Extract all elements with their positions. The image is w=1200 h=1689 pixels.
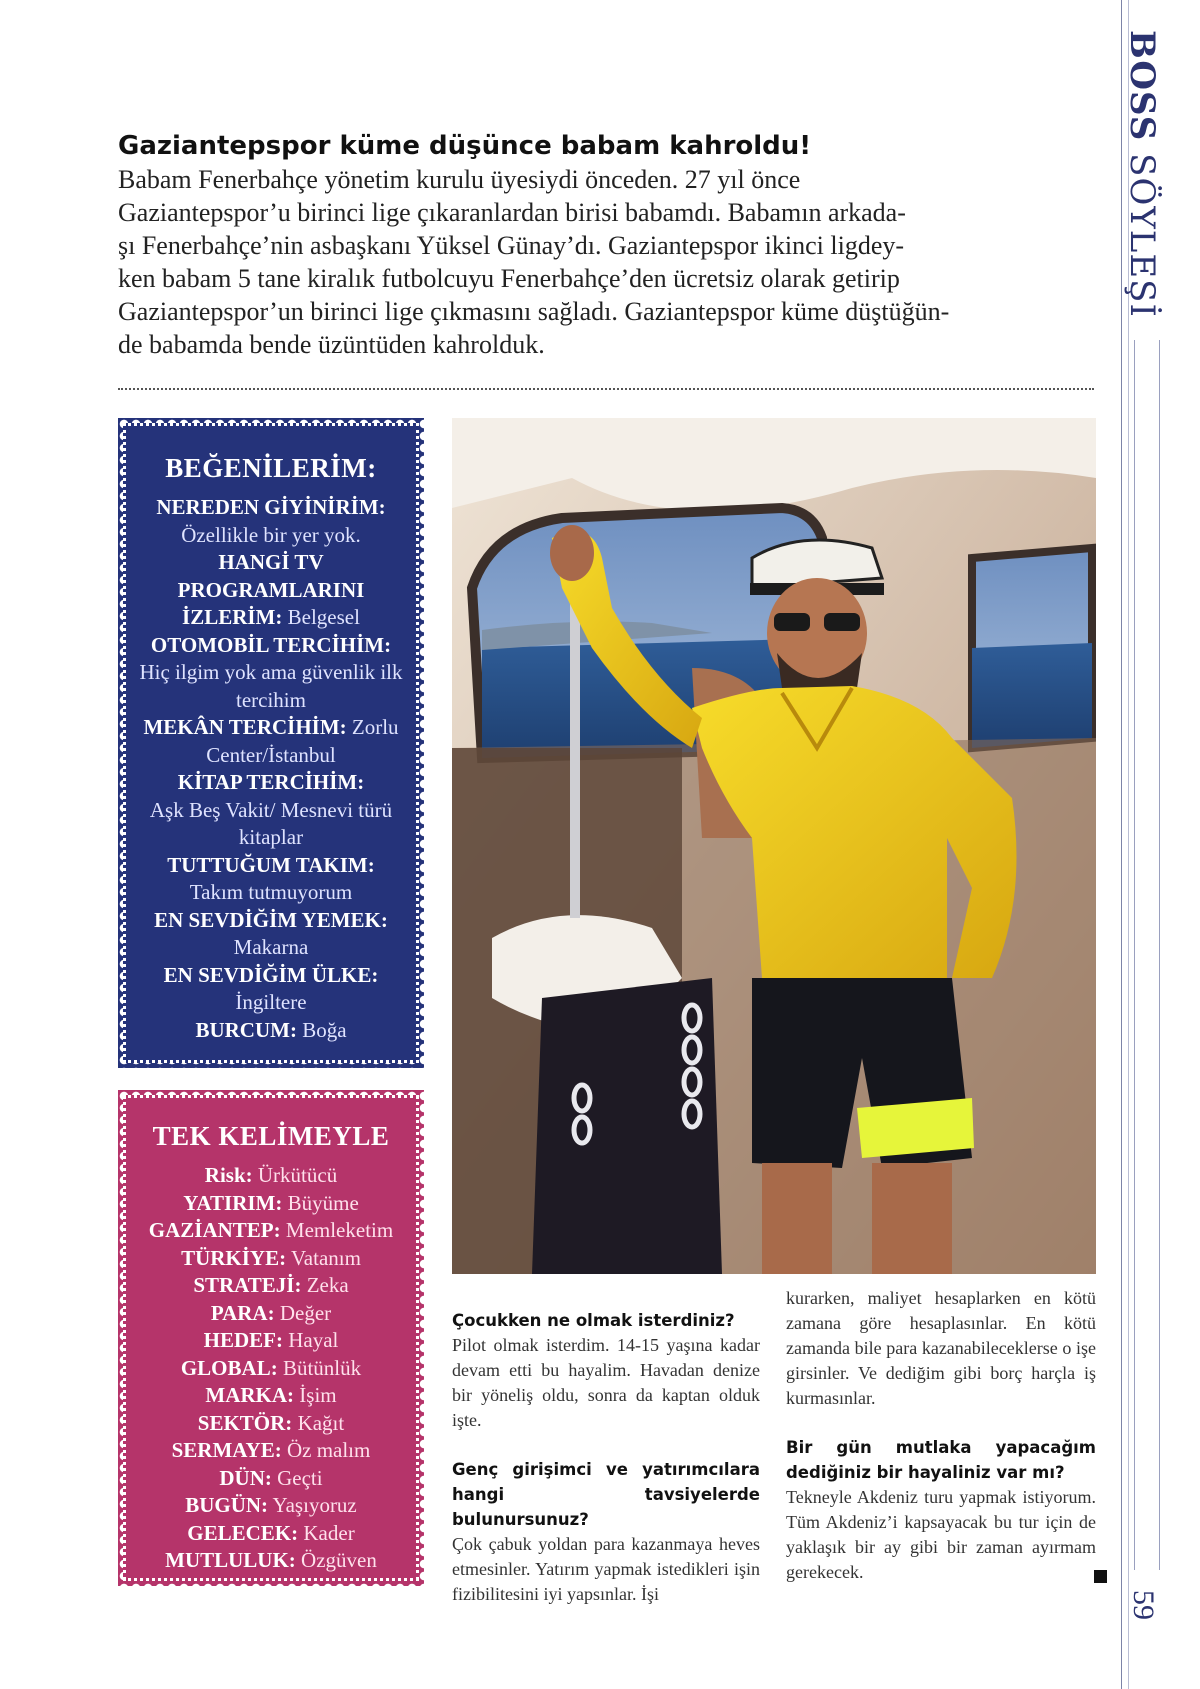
likes-list <box>126 494 416 1044</box>
one-word-item-label: YATIRIM: <box>183 1190 283 1215</box>
intro-line: Babam Fenerbahçe yönetim kurulu üyesiydi önceden. 27 yıl önce <box>118 165 801 194</box>
one-word-item <box>134 1520 408 1548</box>
likes-item <box>134 852 408 907</box>
one-word-item-value: Bütünlük <box>282 1355 362 1380</box>
one-word-box-inner <box>123 1095 419 1581</box>
intro-paragraph <box>118 163 1098 361</box>
one-word-item <box>134 1547 408 1575</box>
one-word-item-label: GELECEK: <box>187 1520 299 1545</box>
one-word-item <box>134 1382 408 1410</box>
likes-item-value: Boğa <box>302 1017 347 1042</box>
likes-item <box>134 769 408 852</box>
one-word-item-label: SERMAYE: <box>171 1438 282 1462</box>
one-word-item-value: Özgüven <box>301 1548 377 1572</box>
intro-section <box>118 130 1098 361</box>
photo-illustration <box>452 418 1096 1274</box>
intro-heading: Gaziantepspor küme düşünce babam kahroldu! <box>118 131 812 161</box>
one-word-item-value: Büyüme <box>287 1190 359 1215</box>
likes-item-label: HANGİ TV PROGRAMLARINI İZLERİM: <box>177 550 365 629</box>
likes-item <box>134 494 408 549</box>
side-band-rule <box>1134 340 1160 1570</box>
dotted-divider <box>118 388 1094 390</box>
one-word-item-value: Öz malım <box>286 1438 371 1462</box>
one-word-item-value: Memleketim <box>285 1218 394 1242</box>
likes-title: BEĞENİLERİM: <box>165 453 377 483</box>
intro-line: şı Fenerbahçe’nin asbaşkanı Yüksel Günay’dı. Gaziantepspor ikinci ligdey- <box>118 231 905 260</box>
likes-item <box>134 632 408 715</box>
likes-item <box>134 549 408 632</box>
likes-item-label: EN SEVDİĞİM ÜLKE: <box>163 962 379 987</box>
likes-item <box>134 907 408 962</box>
answer: Pilot olmak isterdim. 14-15 yaşına kadar devam etti bu hayalim. Havadan denize bir yöneliş oldu, sonra da kaptan olduk işte. <box>452 1335 760 1430</box>
interview-column-2 <box>786 1286 1096 1585</box>
one-word-item <box>134 1410 408 1438</box>
one-word-item-value: Ürkütücü <box>257 1163 338 1187</box>
one-word-item <box>134 1492 408 1520</box>
one-word-item <box>134 1162 408 1190</box>
likes-item-value: Belgesel <box>287 605 360 629</box>
one-word-item <box>134 1355 408 1383</box>
likes-box <box>118 418 424 1068</box>
one-word-item-label: PARA: <box>210 1300 275 1325</box>
one-word-item <box>134 1465 408 1493</box>
one-word-box <box>118 1090 424 1586</box>
one-word-item-value: Yaşıyoruz <box>272 1493 357 1517</box>
brand-name: BOSS <box>1122 30 1162 142</box>
one-word-item <box>134 1327 408 1355</box>
question: Bir gün mutlaka yapacağım dediğiniz bir hayaliniz var mı? <box>786 1438 1096 1482</box>
interview-column-1 <box>452 1308 760 1607</box>
intro-line: de babamda bende üzüntüden kahrolduk. <box>118 330 545 359</box>
portrait-photo <box>452 418 1096 1274</box>
one-word-title: TEK KELİMEYLE <box>152 1121 390 1151</box>
likes-item-value: Makarna <box>233 935 309 959</box>
one-word-item-label: HEDEF: <box>203 1328 283 1352</box>
question: Genç girişimci ve yatırımcılara hangi tavsiyelerde bulunursunuz? <box>452 1460 760 1529</box>
page-number <box>1128 1590 1164 1650</box>
one-word-item <box>134 1300 408 1328</box>
section-name: SÖYLEŞİ <box>1122 153 1162 318</box>
likes-item-value: Hiç ilgim yok ama güvenlik ilk tercihim <box>139 660 403 712</box>
one-word-item <box>134 1245 408 1273</box>
likes-item-label: MEKÂN TERCİHİM: <box>143 715 347 739</box>
one-word-item-label: Risk: <box>204 1163 253 1187</box>
likes-item-value: İngiltere <box>235 990 307 1014</box>
one-word-item-value: Kağıt <box>297 1410 345 1435</box>
end-of-article-mark <box>1094 1570 1107 1583</box>
section-title <box>1122 30 1164 330</box>
one-word-item-value: Değer <box>279 1300 332 1325</box>
likes-item <box>134 962 408 1017</box>
likes-item-label: BURCUM: <box>195 1017 297 1042</box>
one-word-item-label: BUGÜN: <box>185 1493 269 1517</box>
likes-item <box>134 714 408 769</box>
one-word-item <box>134 1190 408 1218</box>
likes-box-inner <box>123 423 419 1063</box>
answer: Çok çabuk yoldan para kazanmaya heves etmesinler. Yatırım yapmak istedikleri işin fizibilitesini iyi yapsınlar. İşi <box>452 1534 760 1604</box>
likes-item-value: Aşk Beş Vakit/ Mesnevi türü kitaplar <box>149 797 393 849</box>
likes-item <box>134 1017 408 1045</box>
one-word-item <box>134 1272 408 1300</box>
likes-item-value: Zorlu Center/İstanbul <box>206 715 399 767</box>
one-word-item-label: TÜRKİYE: <box>181 1245 287 1270</box>
one-word-item-value: Hayal <box>288 1328 339 1352</box>
answer-continued: kurarken, maliyet hesaplarken en kötü zamana göre hesaplasınlar. En kötü zamanda bile para kazanabileceklerse o işe girsinler. Ve dediğim gibi borç harçla iş kurmasınlar. <box>786 1288 1096 1408</box>
likes-item-label: TUTTUĞUM TAKIM: <box>167 852 375 877</box>
one-word-item-label: STRATEJİ: <box>193 1273 302 1297</box>
one-word-item-label: MUTLULUK: <box>165 1548 296 1572</box>
intro-line: Gaziantepspor’u birinci lige çıkaranlardan birisi babamdı. Babamın arkada- <box>118 198 906 227</box>
intro-line: Gaziantepspor’un birinci lige çıkmasını sağladı. Gaziantepspor küme düştüğün- <box>118 297 950 326</box>
one-word-item-label: GAZİANTEP: <box>148 1218 281 1242</box>
one-word-item-value: İşim <box>299 1383 337 1407</box>
likes-item-value: Takım tutmuyorum <box>189 880 353 904</box>
likes-item-label: OTOMOBİL TERCİHİM: <box>150 632 392 657</box>
one-word-list <box>126 1162 416 1575</box>
one-word-item-value: Vatanım <box>290 1245 361 1270</box>
one-word-item-value: Geçti <box>277 1465 323 1490</box>
likes-item-label: EN SEVDİĞİM YEMEK: <box>154 907 388 932</box>
one-word-item <box>134 1217 408 1245</box>
one-word-item-value: Zeka <box>306 1273 349 1297</box>
one-word-item-value: Kader <box>303 1520 355 1545</box>
one-word-item-label: MARKA: <box>205 1383 295 1407</box>
one-word-item-label: SEKTÖR: <box>197 1410 293 1435</box>
one-word-item-label: GLOBAL: <box>180 1355 278 1380</box>
likes-item-label: KİTAP TERCİHİM: <box>177 770 365 794</box>
one-word-item-label: DÜN: <box>219 1465 272 1490</box>
likes-item-value: Özellikle bir yer yok. <box>181 522 361 547</box>
intro-line: ken babam 5 tane kiralık futbolcuyu Fenerbahçe’den ücretsiz olarak getirip <box>118 264 900 293</box>
one-word-item <box>134 1437 408 1465</box>
answer: Tekneyle Akdeniz turu yapmak istiyorum. Tüm Akdeniz’i kapsayacak bu tur için de yaklaşık bir ay gibi bir zaman ayırmam gerekecek. <box>786 1487 1096 1582</box>
page-number-text: 59 <box>1127 1590 1160 1620</box>
question: Çocukken ne olmak isterdiniz? <box>452 1311 735 1330</box>
likes-item-label: NEREDEN GİYİNİRİM: <box>156 495 386 519</box>
